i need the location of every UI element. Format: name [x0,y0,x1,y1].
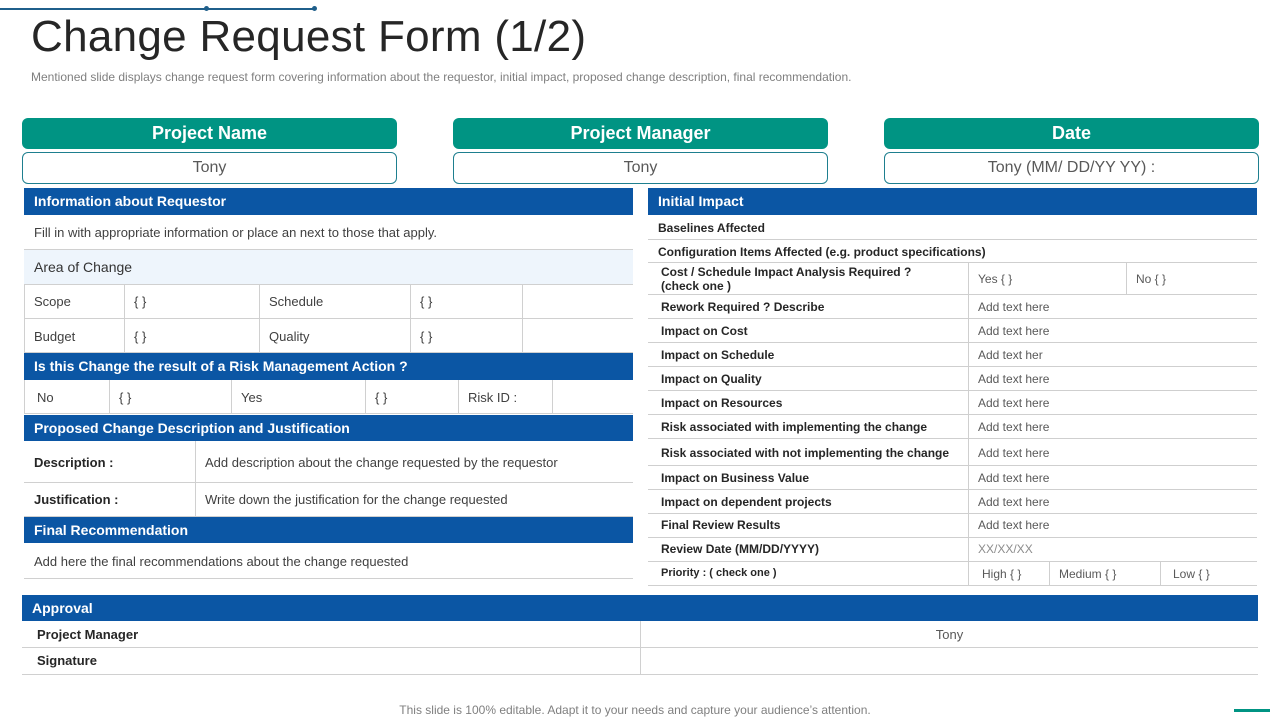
project-name-header: Project Name [22,118,397,149]
priority-high[interactable]: High { } [982,567,1022,581]
risk-no-label: No [37,390,54,405]
risk-id-input[interactable] [553,381,633,413]
approval-manager-field[interactable]: Tony [935,627,964,642]
baselines-label: Baselines Affected [658,221,765,235]
scope-checkbox[interactable]: { } [134,294,147,309]
impact-row-label: Impact on Schedule [661,348,775,362]
cost-schedule-row [648,263,1257,295]
quality-checkbox[interactable]: { } [420,329,433,344]
page-title: Change Request Form (1/2) [31,12,587,61]
impact-row [648,415,1257,439]
project-name-field[interactable]: Tony [22,152,397,184]
project-manager-field[interactable]: Tony [453,152,828,184]
priority-label: Priority : ( check one ) [661,567,777,579]
description-label: Description : [34,455,114,470]
impact-row [648,538,1257,562]
impact-row-value[interactable]: Add text here [978,420,1050,434]
impact-row [648,319,1257,343]
cost-schedule-sub: (check one ) [661,279,732,293]
risk-no-checkbox[interactable]: { } [119,390,132,405]
decorative-top-line [0,8,316,10]
impact-row [648,439,1257,466]
impact-row [648,367,1257,391]
priority-medium[interactable]: Medium { } [1059,567,1117,581]
project-manager-header: Project Manager [453,118,828,149]
quality-label: Quality [269,329,310,344]
signature-field[interactable] [641,648,1258,674]
cost-schedule-yes[interactable]: Yes { } [978,272,1013,286]
schedule-checkbox[interactable]: { } [420,294,433,309]
requestor-heading: Information about Requestor [24,188,633,215]
justification-label: Justification : [34,492,119,507]
impact-row [648,391,1257,415]
impact-row [648,514,1257,538]
budget-checkbox[interactable]: { } [134,329,147,344]
page-subtitle: Mentioned slide displays change request form covering information about the requestor, initial impact, proposed change description, final recommendation. [31,70,852,84]
approval-manager-label: Project Manager [37,627,139,642]
impact-row [648,490,1257,514]
impact-row-label: Impact on Business Value [661,471,810,485]
configuration-row [648,240,1257,263]
impact-row-label: Impact on Cost [661,324,748,338]
scope-label: Scope [34,294,71,309]
priority-row [648,562,1257,586]
impact-row-value[interactable]: Add text here [978,324,1050,338]
final-recommendation-heading: Final Recommendation [24,517,633,543]
impact-row-value[interactable]: Add text here [978,471,1050,485]
justification-field[interactable]: Write down the justification for the change requested [205,492,508,507]
risk-yes-label: Yes [241,390,263,405]
description-field[interactable]: Add description about the change requested by the requestor [205,455,558,470]
impact-row [648,466,1257,490]
date-field[interactable]: Tony (MM/ DD/YY YY) : [884,152,1259,184]
impact-row-value[interactable]: Add text here [978,372,1050,386]
impact-row-label: Final Review Results [661,518,781,532]
impact-row-value[interactable]: Add text her [978,348,1043,362]
final-recommendation-field[interactable]: Add here the final recommendations about the change requested [34,554,409,569]
baselines-row [648,215,1257,240]
requestor-instruction: Fill in with appropriate information or place an next to those that apply. [34,225,437,240]
impact-row-label: Risk associated with implementing the change [661,420,928,434]
impact-row-value[interactable]: Add text here [978,300,1050,314]
footer-accent [1234,709,1270,712]
impact-row-label: Rework Required ? Describe [661,300,825,314]
footer-note: This slide is 100% editable. Adapt it to your needs and capture your audience’s attention. [399,703,871,717]
impact-row-value[interactable]: Add text here [978,396,1050,410]
signature-label: Signature [37,653,97,668]
impact-row-label: Review Date (MM/DD/YYYY) [661,542,820,556]
priority-low[interactable]: Low { } [1173,567,1210,581]
impact-row-label: Impact on dependent projects [661,495,832,509]
budget-label: Budget [34,329,76,344]
impact-row-label: Risk associated with not implementing the change [661,446,950,460]
initial-impact-heading: Initial Impact [648,188,1257,215]
risk-heading: Is this Change the result of a Risk Management Action ? [24,353,633,380]
impact-row-value[interactable]: XX/XX/XX [978,542,1033,556]
schedule-label: Schedule [269,294,324,309]
configuration-label: Configuration Items Affected (e.g. product specifications) [658,245,986,259]
impact-row [648,295,1257,319]
risk-yes-checkbox[interactable]: { } [375,390,388,405]
approval-heading: Approval [22,595,1258,621]
decorative-dot [312,6,317,11]
risk-id-label: Risk ID : [468,390,518,405]
decorative-dot [204,6,209,11]
area-of-change-heading: Area of Change [34,259,133,275]
date-header: Date [884,118,1259,149]
proposed-change-heading: Proposed Change Description and Justification [24,415,633,441]
cost-schedule-no[interactable]: No { } [1136,272,1167,286]
impact-row-value[interactable]: Add text here [978,446,1050,460]
impact-row [648,343,1257,367]
impact-row-label: Impact on Quality [661,372,762,386]
impact-row-value[interactable]: Add text here [978,495,1050,509]
impact-row-value[interactable]: Add text here [978,518,1050,532]
impact-row-label: Impact on Resources [661,396,783,410]
cost-schedule-label: Cost / Schedule Impact Analysis Required ? [661,265,912,279]
